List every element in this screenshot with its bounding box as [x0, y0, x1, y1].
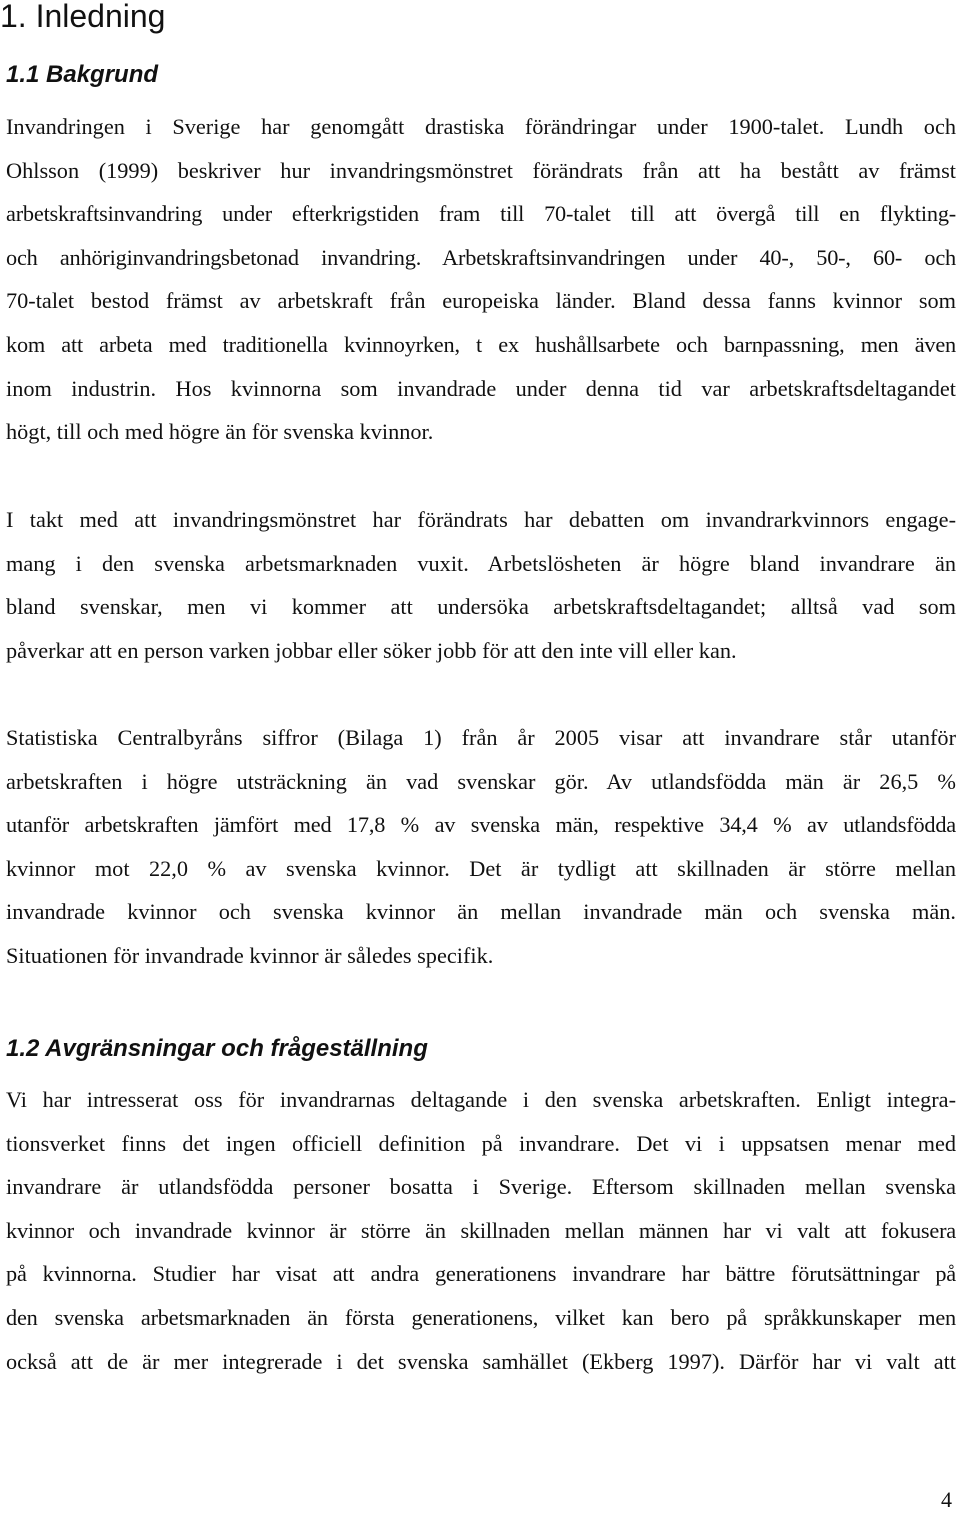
text-line: och anhöriginvandringsbetonad invandring. Arbetskraftsinvandringen under 40-, 50-, 60- och — [6, 244, 956, 270]
text-line: 70-talet bestod främst av arbetskraft från europeiska länder. Bland dessa fanns kvinnor som — [6, 288, 956, 314]
text-line: högt, till och med högre än för svenska kvinnor. — [6, 419, 434, 445]
text-line: Invandringen i Sverige har genomgått drastiska förändringar under 1900-talet. Lundh och — [6, 114, 956, 139]
text-line: invandrare är utlandsfödda personer bosatta i Sverige. Eftersom skillnaden mellan svenska — [6, 1174, 956, 1200]
text-line: kvinnor och invandrade kvinnor är större än skillnaden mellan männen har vi valt att fokusera — [6, 1217, 956, 1243]
text-line: den svenska arbetsmarknaden än första generationens, vilket kan bero på språkkunskaper men — [6, 1304, 956, 1330]
text-line: påverkar att en person varken jobbar eller söker jobb för att den inte vill eller kan. — [6, 637, 737, 663]
text-line: Vi har intresserat oss för invandrarnas deltagande i den svenska arbetskraften. Enligt integra- — [6, 1087, 956, 1112]
text-line: kvinnor mot 22,0 % av svenska kvinnor. Det är tydligt att skillnaden är större mellan — [6, 855, 956, 881]
section-heading-avgransningar: 1.2 Avgränsningar och frågeställning — [6, 1035, 428, 1062]
page-number: 4 — [941, 1487, 952, 1512]
text-line: bland svenskar, men vi kommer att undersöka arbetskraftsdeltagandet; alltså vad som — [6, 594, 956, 620]
text-line: arbetskraftsinvandring under efterkrigstiden fram till 70-talet till att övergå till en flykting- — [6, 201, 956, 227]
text-line: tionsverket finns det ingen officiell definition på invandrare. Det vi i uppsatsen menar med — [6, 1130, 956, 1156]
text-line: invandrade kvinnor och svenska kvinnor än mellan invandrade män och svenska män. — [6, 899, 956, 925]
paragraph-3 — [6, 716, 956, 978]
text-line: Statistiska Centralbyråns siffror (Bilaga 1) från år 2005 visar att invandrare står utanför — [6, 725, 956, 750]
text-line: I takt med att invandringsmönstret har förändrats har debatten om invandrarkvinnors engage- — [6, 507, 956, 532]
section-heading-bakgrund: 1.1 Bakgrund — [6, 61, 159, 88]
paragraph-1 — [6, 105, 956, 454]
text-line: arbetskraften i högre utsträckning än vad svenskar gör. Av utlandsfödda män är 26,5 % — [6, 768, 956, 794]
text-line: Ohlsson (1999) beskriver hur invandringsmönstret förändrats från att ha bestått av främst — [6, 157, 956, 183]
text-line: på kvinnorna. Studier har visat att andra generationens invandrare har bättre förutsättningar på — [6, 1261, 956, 1287]
text-line: också att de är mer integrerade i det svenska samhället (Ekberg 1997). Därför har vi valt att — [6, 1348, 956, 1374]
text-line: Situationen för invandrade kvinnor är således specifik. — [6, 942, 494, 968]
text-line: mang i den svenska arbetsmarknaden vuxit. Arbetslösheten är högre bland invandrare än — [6, 550, 956, 576]
text-line: utanför arbetskraften jämfört med 17,8 % av svenska män, respektive 34,4 % av utlandsfödda — [6, 812, 956, 838]
text-line: inom industrin. Hos kvinnorna som invandrade under denna tid var arbetskraftsdeltagandet — [6, 375, 956, 401]
text-line: kom att arbeta med traditionella kvinnoyrken, t ex hushållsarbete och barnpassning, men även — [6, 331, 956, 357]
paragraph-4 — [6, 1078, 956, 1383]
chapter-heading: 1. Inledning — [0, 0, 166, 34]
paragraph-2 — [6, 498, 956, 672]
